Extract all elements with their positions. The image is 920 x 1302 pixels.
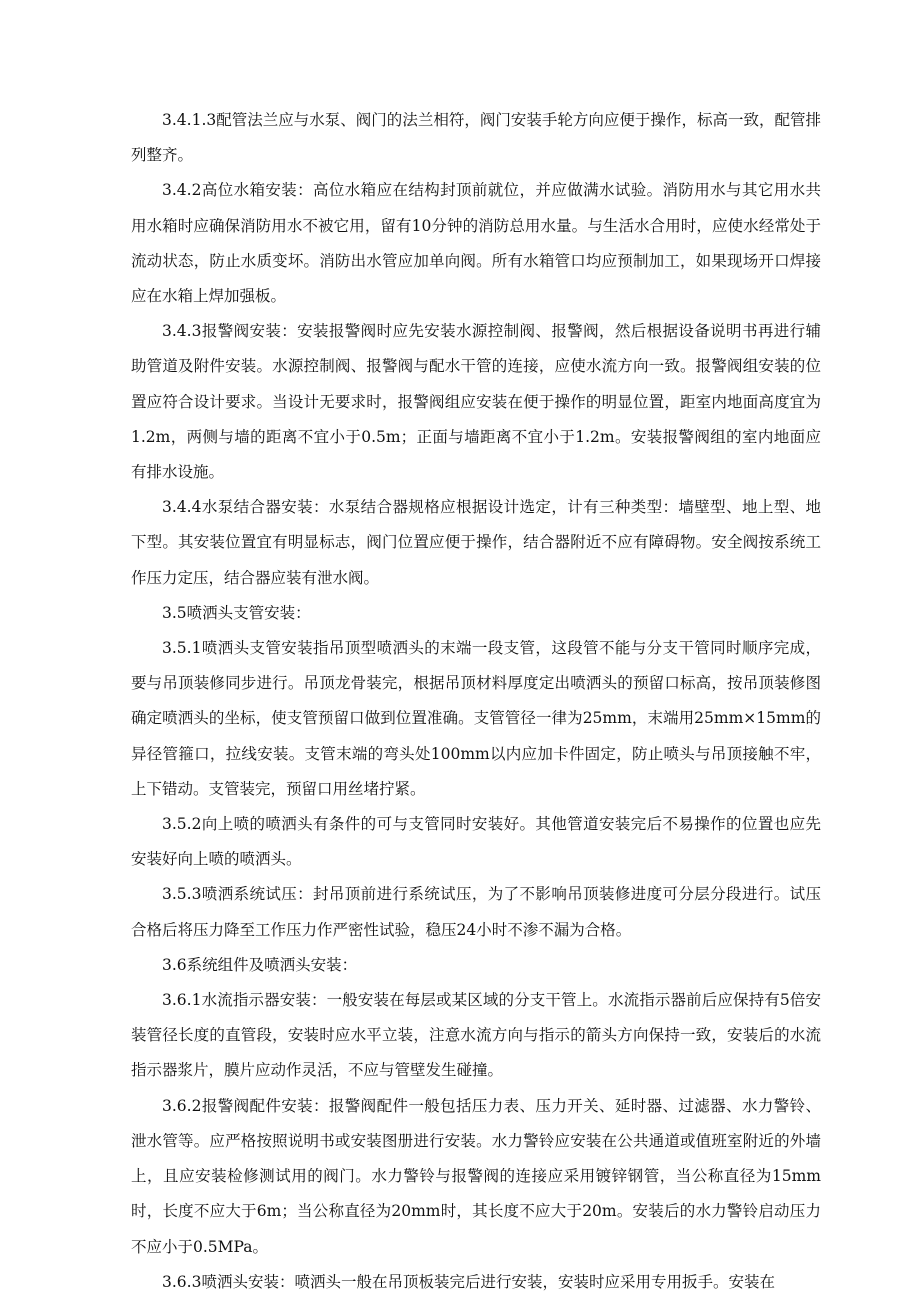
section-heading-3-5: 3.5喷洒头支管安装： [162, 603, 311, 622]
paragraph-3-6-1: 3.6.1水流指示器安装：一般安装在每层或某区域的分支干管上。水流指示器前后应保持有5倍安装管径长度的直管段，安装时应水平立装，注意水流方向与指示的箭头方向保持一致，安装后的水流指示器浆片，膜片应动作灵活，不应与管壁发生碰撞。 [131, 991, 821, 1080]
paragraph-3-4-2: 3.4.2高位水箱安装：高位水箱应在结构封顶前就位，并应做满水试验。消防用水与其它用水共用水箱时应确保消防用水不被它用，留有10分钟的消防总用水量。与生活水合用时，应使水经常处于流动状态，防止水质变坏。消防出水管应加单向阀。所有水箱管口均应预制加工，如果现场开口焊接应在水箱上焊加强板。 [131, 181, 821, 306]
paragraph-3-4-3: 3.4.3报警阀安装：安装报警阀时应先安装水源控制阀、报警阀，然后根据设备说明书再进行辅助管道及附件安装。水源控制阀、报警阀与配水干管的连接，应使水流方向一致。报警阀组安装的位置应符合设计要求。当设计无要求时，报警阀组应安装在便于操作的明显位置，距室内地面高度宜为1.2m，两侧与墙的距离不宜小于0.5m；正面与墙距离不宜小于1.2m。安装报警阀组的室内地面应有排水设施。 [131, 322, 821, 482]
paragraph-3-4-4: 3.4.4水泵结合器安装：水泵结合器规格应根据设计选定，计有三种类型：墙壁型、地上型、地下型。其安装位置宜有明显标志，阀门位置应便于操作，结合器附近不应有障碍物。安全阀按系统工作压力定压，结合器应装有泄水阀。 [131, 498, 821, 587]
document-body [131, 103, 821, 1300]
section-heading-3-6: 3.6系统组件及喷洒头安装： [162, 955, 358, 974]
paragraph-3-4-1-3: 3.4.1.3配管法兰应与水泵、阀门的法兰相符，阀门安装手轮方向应便于操作，标高一致，配管排列整齐。 [131, 111, 821, 165]
paragraph-3-5-1: 3.5.1喷洒头支管安装指吊顶型喷洒头的末端一段支管，这段管不能与分支干管同时顺序完成，要与吊顶装修同步进行。吊顶龙骨装完，根据吊顶材料厚度定出喷洒头的预留口标高，按吊顶装修图确定喷洒头的坐标，使支管预留口做到位置准确。支管管径一律为25mm，末端用25mm×15mm的异径管箍口，拉线安装。支管末端的弯头处100mm以内应加卡件固定，防止喷头与吊顶接触不牢，上下错动。支管装完，预留口用丝堵拧紧。 [131, 639, 821, 798]
paragraph-3-6-2: 3.6.2报警阀配件安装：报警阀配件一般包括压力表、压力开关、延时器、过滤器、水力警铃、泄水管等。应严格按照说明书或安装图册进行安装。水力警铃应安装在公共通道或值班室附近的外墙上，且应安装检修测试用的阀门。水力警铃与报警阀的连接应采用镀锌钢管，当公称直径为15mm时，长度不应大于6m；当公称直径为20mm时，其长度不应大于20m。安装后的水力警铃启动压力不应小于0.5MPa。 [131, 1096, 821, 1256]
paragraph-3-5-3: 3.5.3喷洒系统试压：封吊顶前进行系统试压，为了不影响吊顶装修进度可分层分段进行。试压合格后将压力降至工作压力作严密性试验，稳压24小时不渗不漏为合格。 [131, 885, 821, 939]
paragraph-3-6-3: 3.6.3喷洒头安装：喷洒头一般在吊顶板装完后进行安装，安装时应采用专用扳手。安装在 [162, 1272, 775, 1291]
paragraph-3-5-2: 3.5.2向上喷的喷洒头有条件的可与支管同时安装好。其他管道安装完后不易操作的位置也应先安装好向上喷的喷洒头。 [131, 815, 821, 869]
